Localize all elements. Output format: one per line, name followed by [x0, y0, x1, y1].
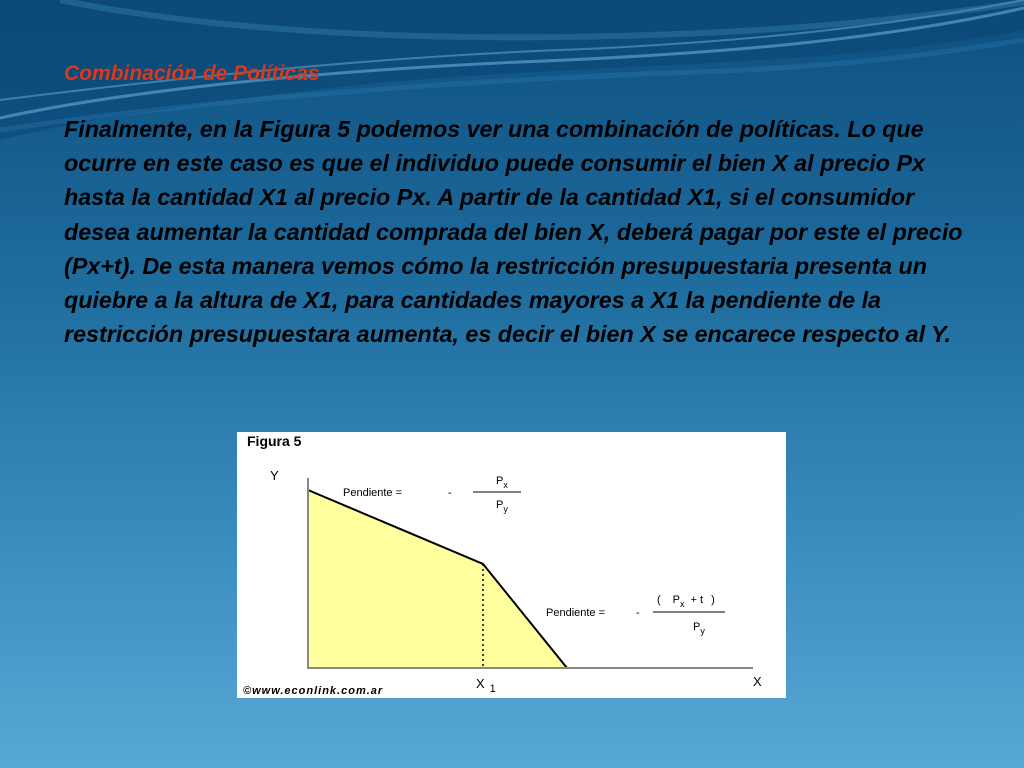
slope2-num-rest: + t — [690, 594, 704, 606]
slope1-denominator — [496, 499, 508, 514]
slope1-den-sub: y — [503, 504, 508, 514]
body-paragraph: Finalmente, en la Figura 5 podemos ver una combinación de políticas. Lo que ocurre en este caso es que el individuo puede consumir el bien X al precio Px hasta la cantidad X1 al precio Px. A partir de la cantidad X1, si el consumidor desea aumentar la cantidad comprada del bien X, deberá pagar por este el precio (Px+t). De esta manera vemos cómo la restricción presupuestaria presenta un quiebre a la altura de X1, para cantidades mayores a X1 la pendiente de la restricción presupuestara aumenta, es decir el bien X se encarece respecto al Y. — [64, 116, 963, 348]
slope2-num-main: P — [672, 594, 681, 606]
figure-5-diagram — [237, 432, 786, 698]
slope2-label: Pendiente = — [546, 607, 606, 619]
kink-label — [476, 676, 496, 695]
figure-credit: ©www.econlink.com.ar — [243, 685, 384, 697]
slope1-label: Pendiente = — [343, 487, 403, 499]
kink-label-main: X — [476, 676, 485, 691]
y-axis-label: Y — [270, 468, 279, 483]
slope1-num-main: P — [496, 475, 504, 487]
slide-title: Combinación de Políticas — [64, 62, 320, 85]
x-axis-label: X — [753, 674, 762, 689]
slope2-den-sub: y — [700, 626, 705, 636]
slope1-sign: - — [448, 487, 452, 499]
slope2-open-paren: ( — [657, 594, 661, 606]
slope1-numerator — [496, 475, 508, 490]
figure-title: Figura 5 — [247, 433, 302, 449]
budget-set-area — [308, 490, 567, 668]
slope1-den-main: P — [496, 499, 504, 511]
kink-label-sub: 1 — [489, 683, 496, 695]
slope2-num-sub: x — [680, 599, 685, 609]
slope2-sign: - — [636, 607, 640, 619]
slope1-num-sub: x — [503, 480, 508, 490]
slope2-close-paren: ) — [711, 594, 715, 606]
slope2-denominator — [693, 621, 705, 636]
slope2-numerator — [657, 594, 715, 609]
slope2-den-main: P — [693, 621, 701, 633]
